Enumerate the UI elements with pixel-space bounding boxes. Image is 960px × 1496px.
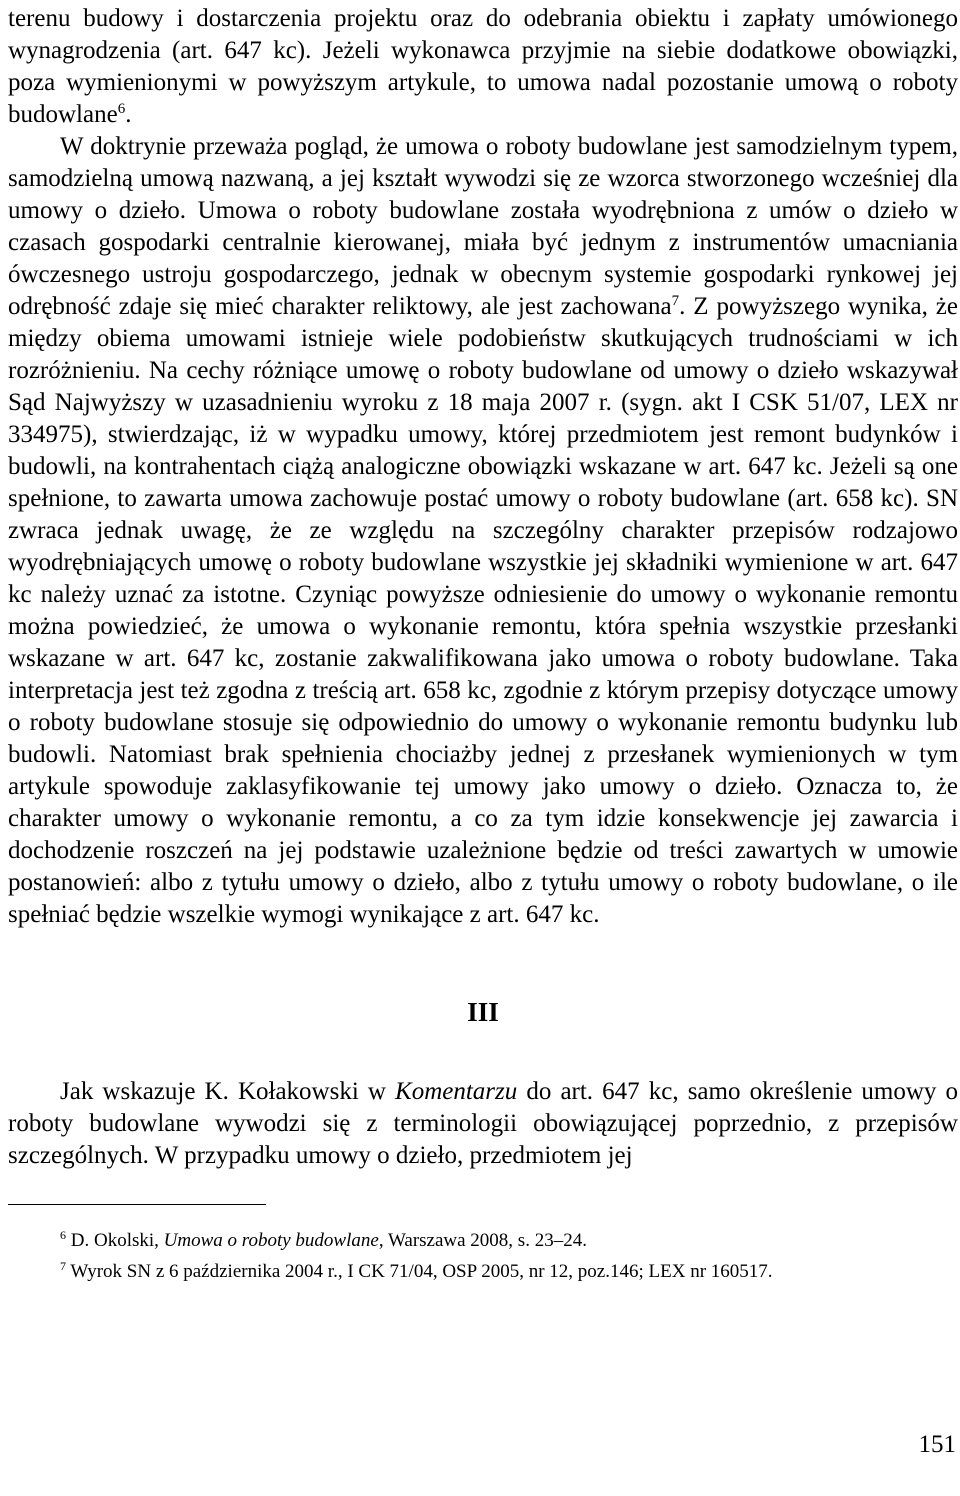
- footnote-6: [60, 1225, 958, 1256]
- body-paragraph-3: [8, 1076, 958, 1172]
- paragraph-text-continued: . Z powyższego wynika, że między obiema umowami istnieje wiele podobieństw skutkujących trudnościami w ich rozróżnieniu. Na cechy różniące umowę o roboty budowlane od umowy o dzieło wskazywał Sąd Najwyższy w uzasadnieniu wyroku z 18 maja 2007 r. (sygn. akt I CSK 51/07, LEX nr 334975), stwierdzając, iż w wypadku umowy, której przedmiotem jest remont budynków i budowli, na kontrahentach ciążą analogiczne obowiązki wskazane w art. 647 kc. Jeżeli są one spełnione, to zawarta umowa zachowuje postać umowy o roboty budowlane (art. 658 kc). SN zwraca jednak uwagę, że ze względu na szczególny charakter przepisów rodzajowo wyodrębniających umowę o roboty budowlane wszystkie jej składniki wymienione w art. 647 kc należy uznać za istotne. Czyniąc powyższe odniesienie do umowy o wykonanie remontu można powiedzieć, że umowa o wykonanie remontu, która spełnia wszystkie przesłanki wskazane w art. 647 kc, zostanie zakwalifikowana jako umowa o roboty budowlane. Taka interpretacja jest też zgodna z treścią art. 658 kc, zgodnie z którym przepisy dotyczące umowy o roboty budowlane stosuje się odpowiednio do umowy o wykonanie remontu budynku lub budowli. Natomiast brak spełnienia chociażby jednej z przesłanek wymienionych w tym artykule spowoduje zaklasyfikowanie tej umowy jako umowy o dzieło. Oznacza to, że charakter umowy o wykonanie remontu, a co za tym idzie konsekwencje jej zawarcia i dochodzenie roszczeń na jej podstawie uzależnione będzie od treści zawartych w umowie postanowień: albo z tytułu umowy o dzieło, albo z tytułu umowy o roboty budowlane, o ile spełniać będzie wszelkie wymogi wynikające z art. 647 kc.: [8, 293, 958, 928]
- paragraph-text: Jak wskazuje K. Kołakowski w: [60, 1078, 396, 1105]
- body-paragraph-1: [8, 3, 958, 131]
- section-heading: III: [467, 997, 499, 1027]
- footnote-reference-7: 7: [671, 293, 680, 309]
- footnote-7: [60, 1256, 958, 1287]
- paragraph-text-continued: do art. 647 kc, samo określenie umowy o roboty budowlane wywodzi się z terminologii obowiązującej poprzednio, z przepisów szczególnych. W przypadku umowy o dzieło, przedmiotem jej: [8, 1078, 958, 1169]
- footnote-separator: [8, 1204, 266, 1205]
- footnote-text: D. Okolski,: [66, 1230, 164, 1251]
- paragraph-text: terenu budowy i dostarczenia projektu oraz do odebrania obiektu i zapłaty umówionego wynagrodzenia (art. 647 kc). Jeżeli wykonawca przyjmie na siebie dodatkowe obowiązki, poza wymienionymi w powyższym artykule, to umowa nadal pozostanie umową o roboty budowlane: [8, 5, 958, 128]
- page-number: 151: [918, 1431, 956, 1458]
- body-paragraph-2: [8, 131, 958, 931]
- footnote-reference-6: 6: [117, 101, 126, 117]
- document-page: [8, 0, 958, 1287]
- paragraph-text-end: .: [125, 101, 132, 128]
- footnote-italic-title: Umowa o roboty budowlane: [163, 1230, 379, 1251]
- footnote-text: Wyrok SN z 6 października 2004 r., I CK 71/04, OSP 2005, nr 12, poz.146; LEX nr 160517.: [66, 1261, 773, 1282]
- paragraph-italic-title: Komentarzu: [395, 1078, 518, 1105]
- paragraph-text: W doktrynie przeważa pogląd, że umowa o roboty budowlane jest samodzielnym typem, samodzielną umową nazwaną, a jej kształt wywodzi się ze wzorca stworzonego wcześniej dla umowy o dzieło. Umowa o roboty budowlane została wyodrębniona z umów o dzieło w czasach gospodarki centralnie kierowanej, miała być jednym z instrumentów umacniania ówczesnego ustroju gospodarczego, jednak w obecnym systemie gospodarki rynkowej jej odrębność zdaje się mieć charakter reliktowy, ale jest zachowana: [8, 133, 958, 320]
- footnote-number: 6: [60, 1228, 66, 1242]
- footnote-number: 7: [60, 1259, 66, 1273]
- footnote-text-continued: , Warszawa 2008, s. 23–24.: [378, 1230, 587, 1251]
